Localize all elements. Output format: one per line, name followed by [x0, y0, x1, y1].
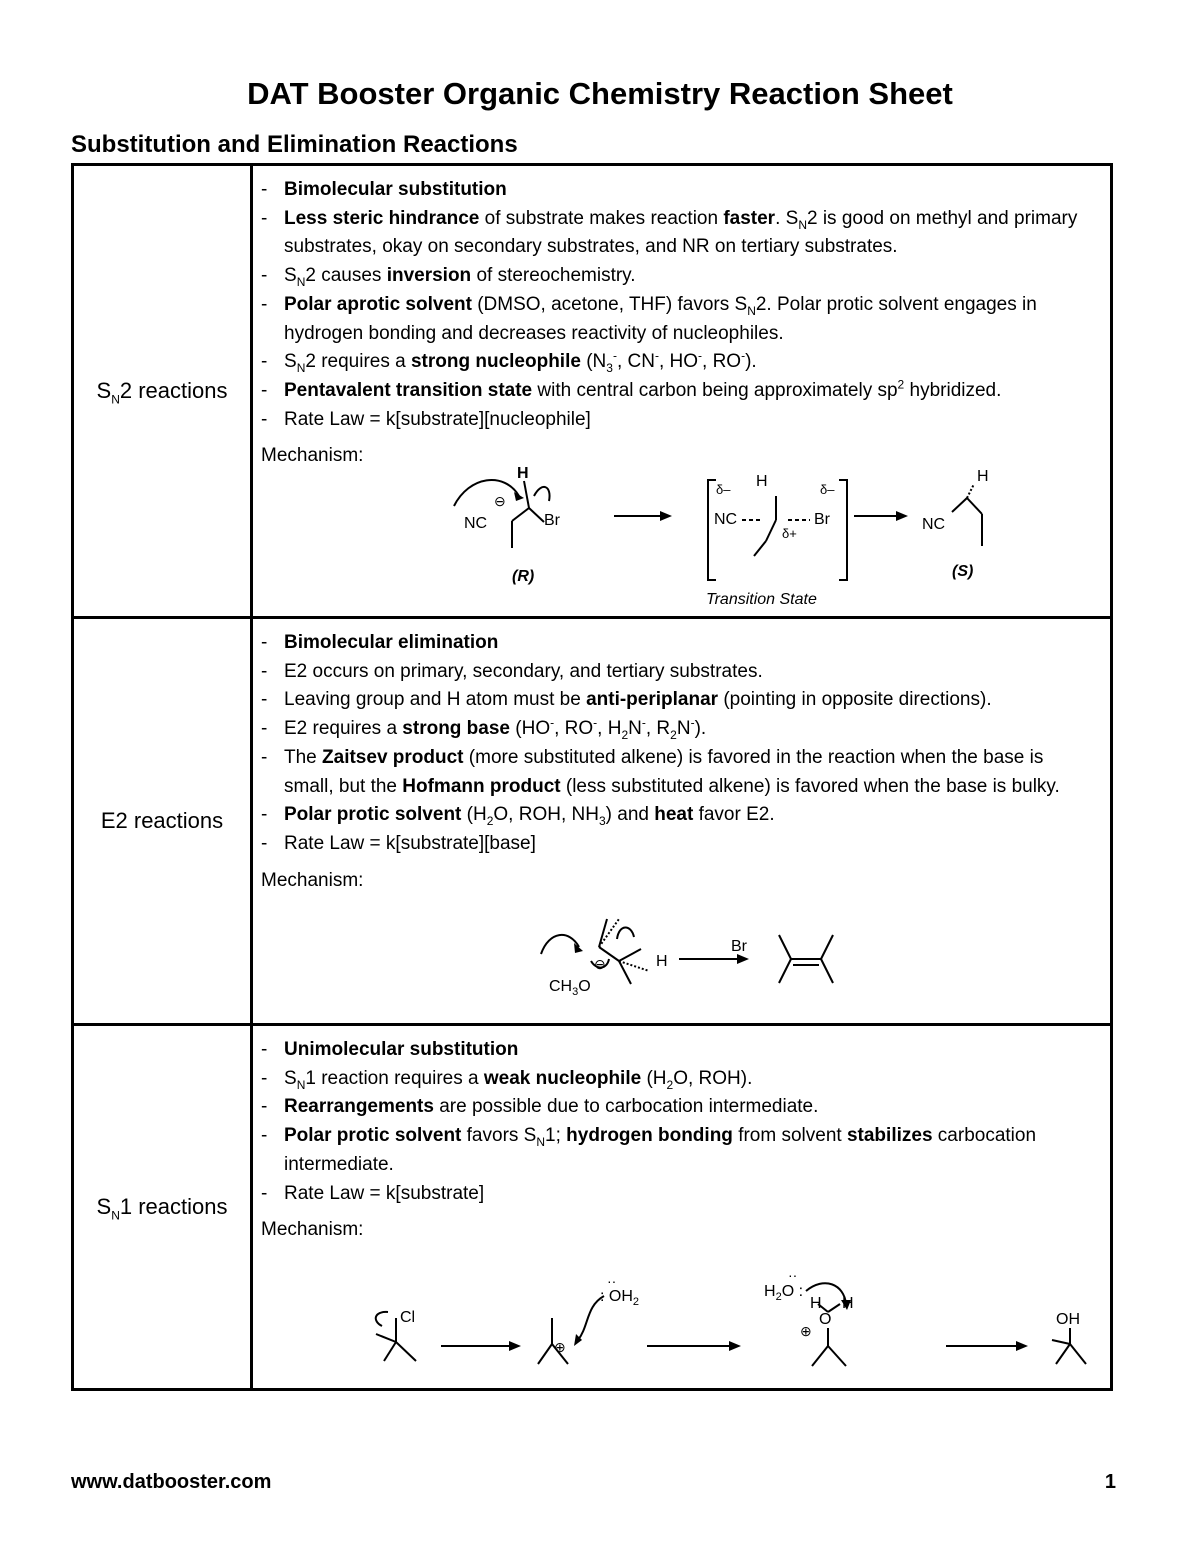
- minus-charge: ⊖: [494, 493, 506, 509]
- e2-mechanism-diagram: [469, 909, 929, 1009]
- list-item: - Rate Law = k[substrate]: [261, 1180, 1096, 1209]
- minus-charge: ⊖: [594, 956, 606, 972]
- e2-h-label: H: [656, 953, 668, 970]
- list-item: - Bimolecular elimination: [261, 629, 1096, 658]
- list-item: - Polar aprotic solvent (DMSO, acetone, THF) favors $S_N2$. Polar protic solvent engages in hydrogen bonding and decreases reactivity of nucleophiles.: [261, 291, 1096, 348]
- list-item: - Unimolecular substitution: [261, 1036, 1096, 1065]
- br-label: Br: [544, 512, 560, 529]
- list-item: - Bimolecular substitution: [261, 176, 1096, 205]
- lone-pair-2: ··: [788, 1267, 798, 1283]
- list-item: - Polar protic solvent ($H_2O$, ROH, $NH_3$) and heat favor E2.: [261, 801, 1096, 830]
- nc-label: NC: [464, 515, 488, 532]
- sn2-bullets: [261, 176, 1096, 434]
- oh-label: OH: [1056, 1311, 1080, 1328]
- delta-minus-left: δ–: [716, 482, 731, 497]
- list-item: - Pentavalent transition state with central carbon being approximately $sp^2$ hybridized.: [261, 377, 1096, 406]
- list-item: - Leaving group and H atom must be anti-periplanar (pointing in opposite directions).: [261, 686, 1096, 715]
- sn1-row: [74, 1023, 1110, 1388]
- oxonium-h-left: H: [810, 1295, 822, 1312]
- oxonium-o: O: [819, 1311, 832, 1328]
- list-item: - Rate Law = k[substrate][base]: [261, 830, 1096, 859]
- product-h-label: H: [977, 468, 989, 485]
- water2-label: $H_2O$ :: [764, 1283, 804, 1303]
- lone-pair: ··: [607, 1273, 617, 1289]
- sn1-bullets: [261, 1036, 1096, 1208]
- methoxide-label: $CH_3O$: [549, 978, 591, 998]
- sn1-label: $S_N1$ reactions: [74, 1026, 253, 1388]
- sn2-label: $S_N2$ reactions: [74, 166, 253, 616]
- sn2-mechanism-label: Mechanism:: [261, 445, 364, 467]
- delta-plus: δ+: [782, 526, 797, 541]
- r-label: (R): [512, 568, 535, 585]
- list-item: - $S_N2$ causes inversion of stereochemistry.: [261, 262, 1096, 291]
- page-title: DAT Booster Organic Chemistry Reaction Sheet: [247, 76, 953, 111]
- ts-br-label: Br: [814, 511, 830, 528]
- h-label: H: [517, 465, 529, 482]
- ts-nc-label: NC: [714, 511, 738, 528]
- e2-br-label: Br: [731, 938, 747, 955]
- water-label: : $OH_2$: [600, 1288, 640, 1308]
- list-item: - Less steric hindrance of substrate makes reaction faster. $S_N2$ is good on methyl and primary substrates, okay on secondary substrates, and NR on tertiary substrates.: [261, 205, 1096, 262]
- list-item: - Polar protic solvent favors $S_N1$; hydrogen bonding from solvent stabilizes carbocation intermediate.: [261, 1122, 1096, 1179]
- e2-row: [74, 616, 1110, 1023]
- list-item: - The Zaitsev product (more substituted alkene) is favored in the reaction when the base is small, but the Hofmann product (less substituted alkene) is favored when the base is bulky.: [261, 744, 1096, 801]
- page-number: 1: [1104, 1471, 1116, 1493]
- list-item: - E2 occurs on primary, secondary, and tertiary substrates.: [261, 658, 1096, 687]
- list-item: - $S_N2$ requires a strong nucleophile ($N_3^-$, CN-, HO-, RO-).: [261, 348, 1096, 377]
- plus-charge: ⊕: [554, 1339, 566, 1355]
- section-heading: Substitution and Elimination Reactions: [71, 131, 518, 158]
- delta-minus-right: δ–: [820, 482, 835, 497]
- list-item: - Rearrangements are possible due to carbocation intermediate.: [261, 1093, 1096, 1122]
- list-item: - Rate Law = k[substrate][nucleophile]: [261, 406, 1096, 435]
- footer-url[interactable]: www.datbooster.com: [71, 1471, 272, 1493]
- product-nc-label: NC: [922, 516, 946, 533]
- ts-h-label: H: [756, 473, 768, 490]
- sn2-mechanism-diagram: [384, 456, 1004, 606]
- sn1-mechanism-label: Mechanism:: [261, 1219, 364, 1241]
- ts-caption: Transition State: [706, 591, 817, 608]
- e2-bullets: [261, 629, 1096, 859]
- oxonium-plus: ⊕: [800, 1323, 812, 1339]
- cl-label: Cl: [400, 1309, 416, 1326]
- list-item: - E2 requires a strong base (HO-, RO-, $H_2N^-$, $R_2N^-$).: [261, 715, 1096, 744]
- list-item: - $S_N1$ reaction requires a weak nucleophile ($H_2O$, ROH).: [261, 1065, 1096, 1094]
- e2-label: E2 reactions: [74, 619, 253, 1023]
- sn1-mechanism-diagram: [354, 1256, 1080, 1381]
- oxonium-h-right: H: [842, 1295, 854, 1312]
- s-label: (S): [952, 563, 974, 580]
- sn2-row: [74, 166, 1110, 616]
- reaction-table: [71, 163, 1113, 1391]
- e2-mechanism-label: Mechanism:: [261, 869, 364, 891]
